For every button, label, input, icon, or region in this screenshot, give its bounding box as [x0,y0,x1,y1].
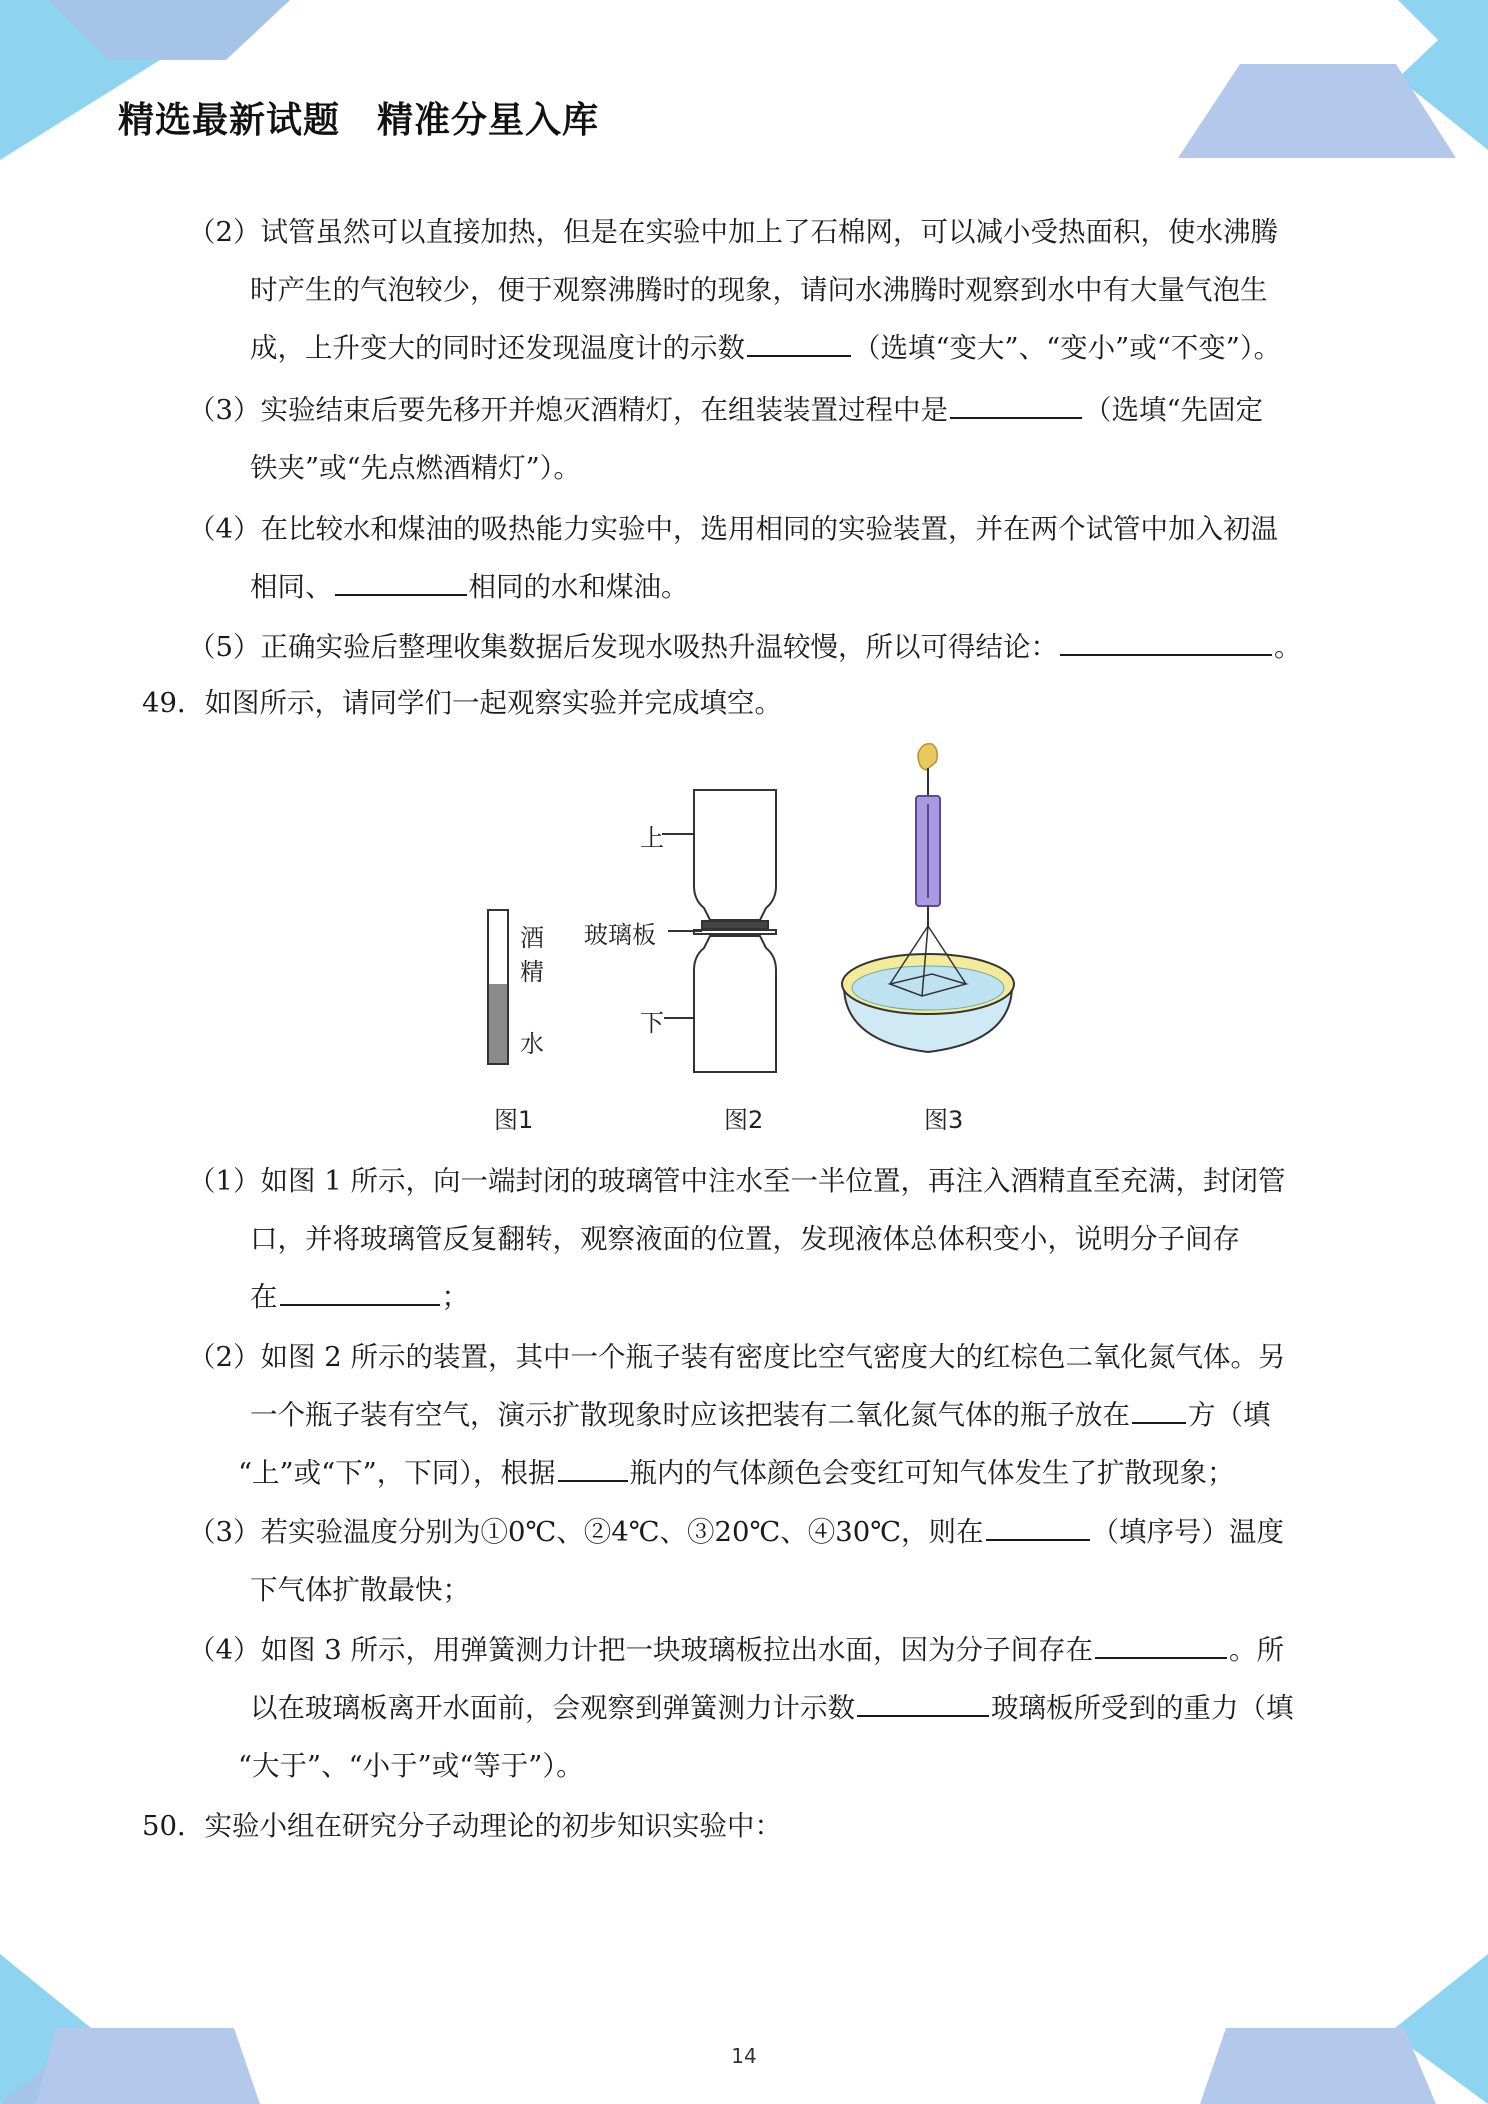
fig3-water-dish [842,926,1014,1052]
page-number: 14 [731,2044,757,2068]
answer-blank[interactable] [857,1685,989,1717]
answer-blank[interactable] [986,1509,1090,1541]
answer-blank[interactable] [1095,1627,1227,1659]
q49-p1-line3: 在 ； [250,1268,469,1326]
q49-p2-line3: “上”或“下”，下同），根据 瓶内的气体颜色会变红可知气体发生了扩散现象； [238,1444,1235,1502]
header-title: 精选最新试题 精准分星入库 [118,100,600,141]
caption-fig2: 图2 [724,1106,764,1134]
q48-p2-line2: 时产生的气泡较少，便于观察沸腾时的现象，请问水沸腾时观察到水中有大量气泡生 [250,274,1268,306]
q49-p4-line2: 以在玻璃板离开水面前，会观察到弹簧测力计示数 玻璃板所受到的重力（填 [250,1679,1294,1737]
q49-p2-line1: （2）如图 2 所示的装置，其中一个瓶子装有密度比空气密度大的红棕色二氧化氮气体。另 [188,1341,1286,1373]
q48-p4-line2: 相同、 相同的水和煤油。 [250,558,689,616]
caption-fig1: 图1 [494,1106,534,1134]
fig2-label-bottom: 下 [640,1009,664,1037]
fig1-label-jing: 精 [520,958,544,986]
q48-p2-line3: 成，上升变大的同时还发现温度计的示数 （选填“变大”、“变小”或“不变”）。 [250,319,1281,377]
header-decoration [0,0,1488,170]
q48-p2-line1: （2）试管虽然可以直接加热，但是在实验中加上了石棉网，可以减小受热面积，使水沸腾 [188,216,1278,248]
q49-p3-line1: （3）若实验温度分别为①0℃、②4℃、③20℃、④30℃，则在 （填序号）温度 [188,1503,1284,1561]
q49-p1-line2: 口，并将玻璃管反复翻转，观察液面的位置，发现液体总体积变小，说明分子间存 [250,1223,1240,1255]
q49-stem: 49．如图所示，请同学们一起观察实验并完成填空。 [142,687,782,719]
caption-fig3: 图3 [924,1106,964,1134]
fig1-label-jiu: 酒 [520,924,544,952]
experiment-figure [470,740,1090,1140]
q50-stem: 50．实验小组在研究分子动理论的初步知识实验中： [142,1810,782,1842]
fig2-label-top: 上 [640,824,664,852]
answer-blank[interactable] [1060,624,1272,656]
q48-p3-line2: 铁夹”或“先点燃酒精灯”）。 [250,452,581,484]
fig1-glass-tube [488,910,508,1064]
footer-decoration [0,1924,1488,2104]
fig1-label-shui: 水 [520,1030,544,1058]
answer-blank[interactable] [280,1274,440,1306]
answer-blank[interactable] [950,387,1082,419]
q49-p4-line1: （4）如图 3 所示，用弹簧测力计把一块玻璃板拉出水面，因为分子间存在 。所 [188,1621,1284,1679]
answer-blank[interactable] [558,1450,628,1482]
q49-p4-line3: “大于”、“小于”或“等于”）。 [238,1750,584,1782]
q49-p3-line2: 下气体扩散最快； [250,1574,470,1606]
q49-p2-line2: 一个瓶子装有空气，演示扩散现象时应该把装有二氧化氮气体的瓶子放在 方（填 [250,1386,1271,1444]
fig2-label-glass-plate: 玻璃板 [584,921,656,949]
q48-p5-line1: （5）正确实验后整理收集数据后发现水吸热升温较慢，所以可得结论： 。 [188,618,1302,676]
fig3-spring-scale [916,744,940,926]
answer-blank[interactable] [335,564,467,596]
q49-p1-line1: （1）如图 1 所示，向一端封闭的玻璃管中注水至一半位置，再注入酒精直至充满，封闭管 [188,1165,1286,1197]
answer-blank[interactable] [747,325,851,357]
q48-p3-line1: （3）实验结束后要先移开并熄灭酒精灯，在组装装置过程中是 （选填“先固定 [188,381,1263,439]
q48-p4-line1: （4）在比较水和煤油的吸热能力实验中，选用相同的实验装置，并在两个试管中加入初温 [188,513,1278,545]
answer-blank[interactable] [1132,1392,1186,1424]
fig2-bottles [694,790,776,1072]
